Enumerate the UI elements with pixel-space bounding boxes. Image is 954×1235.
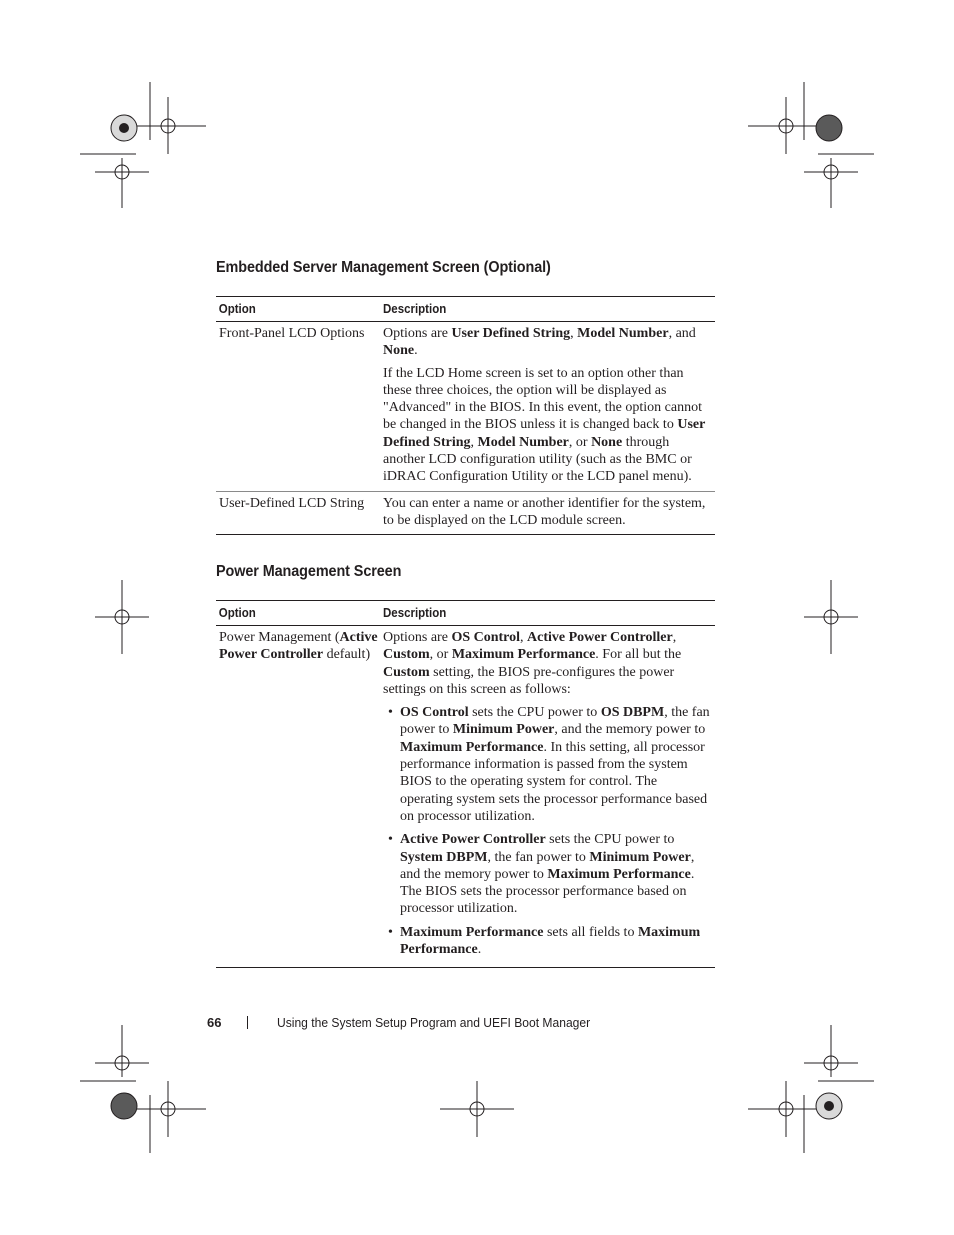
table-header <box>216 297 715 322</box>
description-paragraph: If the LCD Home screen is set to an option other than these three choices, the option will be displayed as "Advanced" in the BIOS. In this event, the option cannot be changed in the BIOS unless it is changed back to User Defined String, Model Number, or None through another LCD configuration utility (such as the BMC or iDRAC Configuration Utility or the LCD panel menu). <box>383 365 706 485</box>
power-management-table <box>216 600 715 968</box>
description-cell <box>383 626 715 967</box>
description-paragraph: You can enter a name or another identifier for the system, to be displayed on the LCD module screen. <box>383 495 706 528</box>
table-row <box>216 491 715 535</box>
page-number: 66 <box>207 1015 222 1030</box>
embedded-server-management-table <box>216 296 715 535</box>
description-paragraph: Options are OS Control, Active Power Controller, Custom, or Maximum Performance. For all but the Custom setting, the BIOS pre-configures the power settings on this screen as follows: <box>383 630 682 697</box>
section-heading-embedded-server-management: Embedded Server Management Screen (Optional) <box>216 259 551 276</box>
header-description: Description <box>383 302 447 316</box>
header-description: Description <box>383 606 447 620</box>
list-item: • Maximum Performance sets all fields to Maximum Performance. <box>388 924 701 958</box>
list-item: • Active Power Controller sets the CPU power to System DBPM, the fan power to Minimum Power, and the memory power to Maximum Performance. The BIOS sets the processor performance based on processor utilization. <box>388 832 695 917</box>
description-cell <box>383 492 715 535</box>
description-paragraph: Options are User Defined String, Model Number, and None. <box>383 326 696 359</box>
list-item: • OS Control sets the CPU power to OS DBPM, the fan power to Minimum Power, and the memory power to Maximum Performance. In this setting, all processor performance information is passed from the system BIOS to the operating system for control. The operating system sets the processor performance based on processor utilization. <box>388 705 710 824</box>
section-heading-power-management: Power Management Screen <box>216 563 402 580</box>
option-cell: Power Management (Active Power Controller default) <box>219 630 378 663</box>
description-cell <box>383 322 715 491</box>
table-row <box>216 626 715 967</box>
option-cell: Front-Panel LCD Options <box>219 326 365 341</box>
table-row <box>216 322 715 491</box>
preset-list <box>383 704 711 958</box>
option-cell: User-Defined LCD String <box>219 495 365 511</box>
page-footer <box>207 1015 614 1030</box>
footer-title: Using the System Setup Program and UEFI Boot Manager <box>277 1015 591 1030</box>
header-option: Option <box>218 606 256 620</box>
table-header <box>216 601 715 626</box>
footer-divider <box>247 1016 248 1029</box>
header-option: Option <box>218 302 256 316</box>
